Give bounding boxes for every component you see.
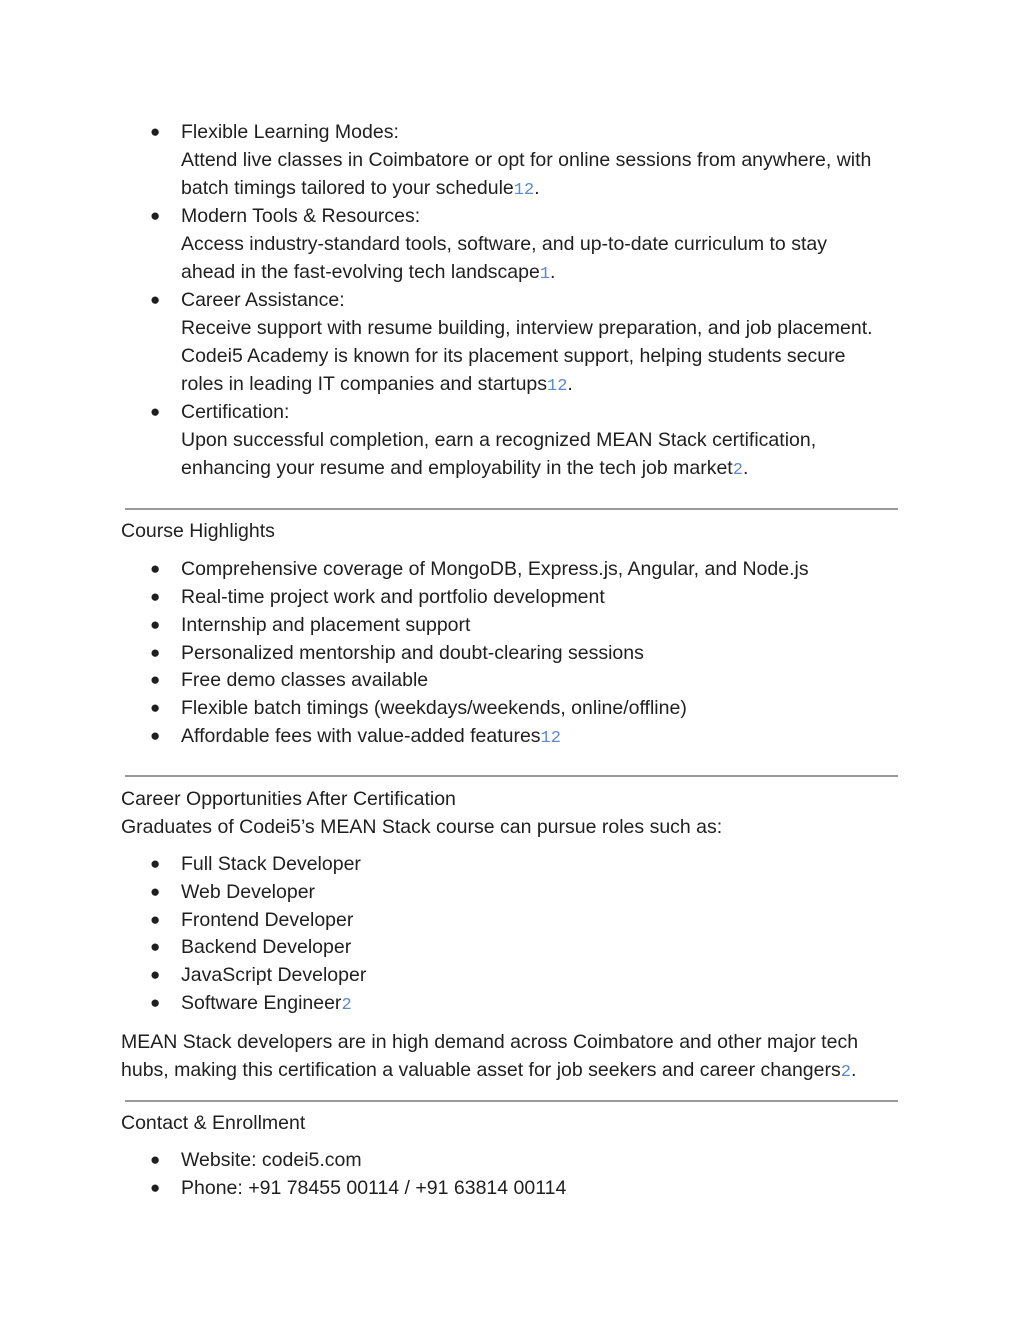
- feature-title: Career Assistance:: [181, 289, 345, 311]
- feature-text: [181, 174, 540, 202]
- contact-website: Website: codei5.com: [181, 1149, 362, 1171]
- section-heading: Contact & Enrollment: [121, 1112, 306, 1134]
- bullet-icon: ●: [150, 1178, 161, 1197]
- feature-text: Codei5 Academy is known for its placement support, helping students secure: [181, 345, 846, 367]
- bullet-icon: ●: [150, 726, 161, 745]
- footnote-ref-link[interactable]: 2: [732, 461, 743, 480]
- footnote-ref-link[interactable]: 2: [341, 996, 352, 1015]
- bullet-icon: ●: [150, 882, 161, 901]
- list-item: Internship and placement support: [181, 614, 471, 636]
- bullet-icon: ●: [150, 965, 161, 984]
- feature-text: Attend live classes in Coimbatore or opt for online sessions from anywhere, with: [181, 149, 872, 171]
- bullet-icon: ●: [150, 643, 161, 662]
- list-item: Backend Developer: [181, 936, 352, 958]
- footnote-ref-link[interactable]: 12: [540, 729, 561, 748]
- list-item: Web Developer: [181, 881, 316, 903]
- footnote-ref-link[interactable]: 12: [513, 181, 535, 200]
- section-heading: Career Opportunities After Certification: [121, 788, 456, 810]
- punctuation: .: [850, 1059, 857, 1081]
- punctuation: .: [534, 177, 540, 199]
- list-item-text: Software Engineer: [181, 992, 342, 1014]
- feature-text: Upon successful completion, earn a recognized MEAN Stack certification,: [181, 429, 817, 451]
- list-item: [181, 722, 561, 750]
- list-item-text: Affordable fees with value-added features: [181, 725, 541, 747]
- list-item: Frontend Developer: [181, 909, 354, 931]
- section-divider: [125, 508, 898, 510]
- list-item: Free demo classes available: [181, 669, 429, 691]
- section-divider: [125, 1100, 898, 1102]
- paragraph-line: [121, 1056, 856, 1084]
- feature-title: Certification:: [181, 401, 290, 423]
- footnote-ref-link[interactable]: 1: [539, 265, 551, 284]
- feature-text: [181, 258, 555, 286]
- list-item: [181, 989, 352, 1017]
- list-item: Real-time project work and portfolio development: [181, 586, 605, 608]
- feature-text: Access industry-standard tools, software, and up-to-date curriculum to stay: [181, 233, 827, 255]
- bullet-icon: ●: [150, 122, 161, 141]
- section-heading: Course Highlights: [121, 520, 275, 542]
- bullet-icon: ●: [150, 402, 161, 421]
- punctuation: .: [567, 373, 573, 395]
- punctuation: .: [550, 261, 556, 283]
- bullet-icon: ●: [150, 206, 161, 225]
- bullet-icon: ●: [150, 854, 161, 873]
- section-intro: Graduates of Codei5’s MEAN Stack course can pursue roles such as:: [121, 816, 723, 838]
- feature-text-span: enhancing your resume and employability in the tech job market: [181, 457, 733, 479]
- bullet-icon: ●: [150, 993, 161, 1012]
- list-item: Full Stack Developer: [181, 853, 361, 875]
- bullet-icon: ●: [150, 559, 161, 578]
- paragraph-line: MEAN Stack developers are in high demand across Coimbatore and other major tech: [121, 1031, 859, 1053]
- feature-title: Modern Tools & Resources:: [181, 205, 421, 227]
- feature-text-span: ahead in the fast-evolving tech landscape: [181, 261, 540, 283]
- footnote-ref-link[interactable]: 12: [547, 377, 568, 396]
- bullet-icon: ●: [150, 698, 161, 717]
- bullet-icon: ●: [150, 937, 161, 956]
- bullet-icon: ●: [150, 587, 161, 606]
- list-item: Flexible batch timings (weekdays/weekends, online/offline): [181, 697, 687, 719]
- bullet-icon: ●: [150, 910, 161, 929]
- feature-text-span: roles in leading IT companies and startups: [181, 373, 548, 395]
- feature-title: Flexible Learning Modes:: [181, 121, 399, 143]
- bullet-icon: ●: [150, 670, 161, 689]
- contact-phone: Phone: +91 78455 00114 / +91 63814 00114: [181, 1177, 567, 1199]
- bullet-icon: ●: [150, 1150, 161, 1169]
- paragraph-text: hubs, making this certification a valuable asset for job seekers and career changers: [121, 1059, 841, 1081]
- list-item: JavaScript Developer: [181, 964, 367, 986]
- footnote-ref-link[interactable]: 2: [840, 1063, 851, 1082]
- bullet-icon: ●: [150, 615, 161, 634]
- bullet-icon: ●: [150, 290, 161, 309]
- feature-text: [181, 454, 748, 482]
- feature-text: [181, 370, 573, 398]
- punctuation: .: [742, 457, 749, 479]
- list-item: Comprehensive coverage of MongoDB, Express.js, Angular, and Node.js: [181, 558, 809, 580]
- feature-text: Receive support with resume building, interview preparation, and job placement.: [181, 317, 873, 339]
- feature-text-span: batch timings tailored to your schedule: [181, 177, 514, 199]
- section-divider: [125, 775, 898, 777]
- list-item: Personalized mentorship and doubt-clearing sessions: [181, 642, 644, 664]
